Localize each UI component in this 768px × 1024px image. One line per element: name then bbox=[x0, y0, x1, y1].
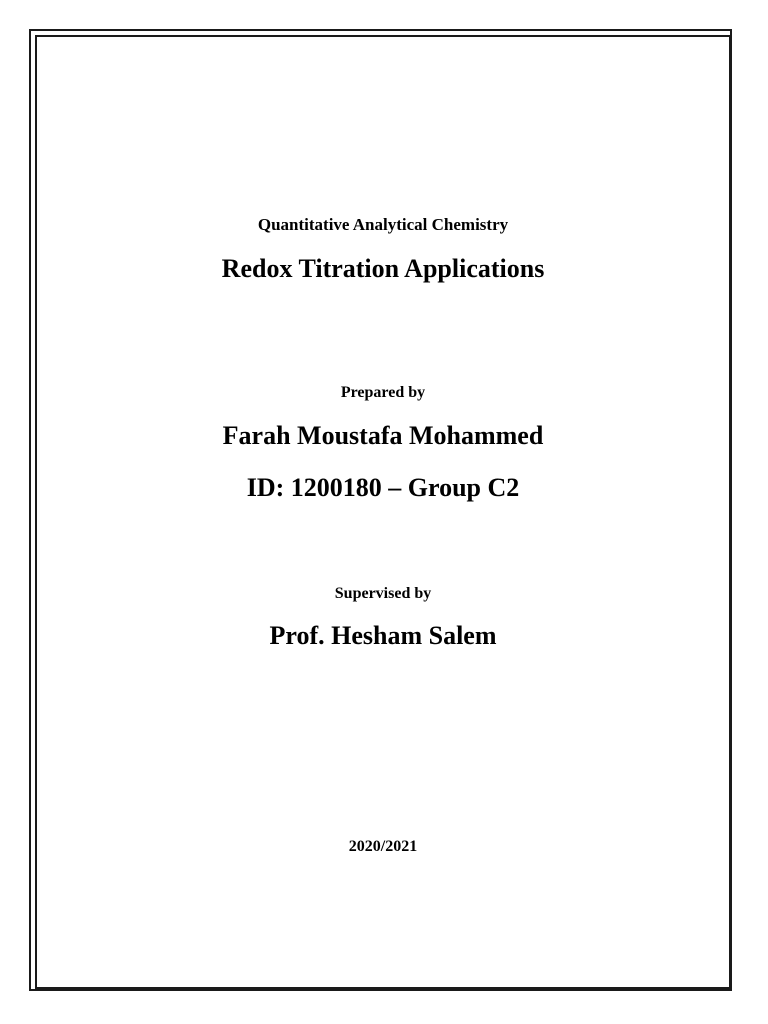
document-title: Redox Titration Applications bbox=[221, 254, 545, 283]
supervised-by-label: Supervised by bbox=[334, 585, 432, 602]
course-name: Quantitative Analytical Chemistry bbox=[257, 215, 509, 234]
student-id: ID: 1200180 – Group C2 bbox=[246, 473, 520, 502]
academic-year: 2020/2021 bbox=[348, 838, 418, 855]
prepared-by-label: Prepared by bbox=[340, 384, 426, 401]
author-name: Farah Moustafa Mohammed bbox=[222, 421, 544, 450]
supervisor-name: Prof. Hesham Salem bbox=[269, 621, 497, 650]
